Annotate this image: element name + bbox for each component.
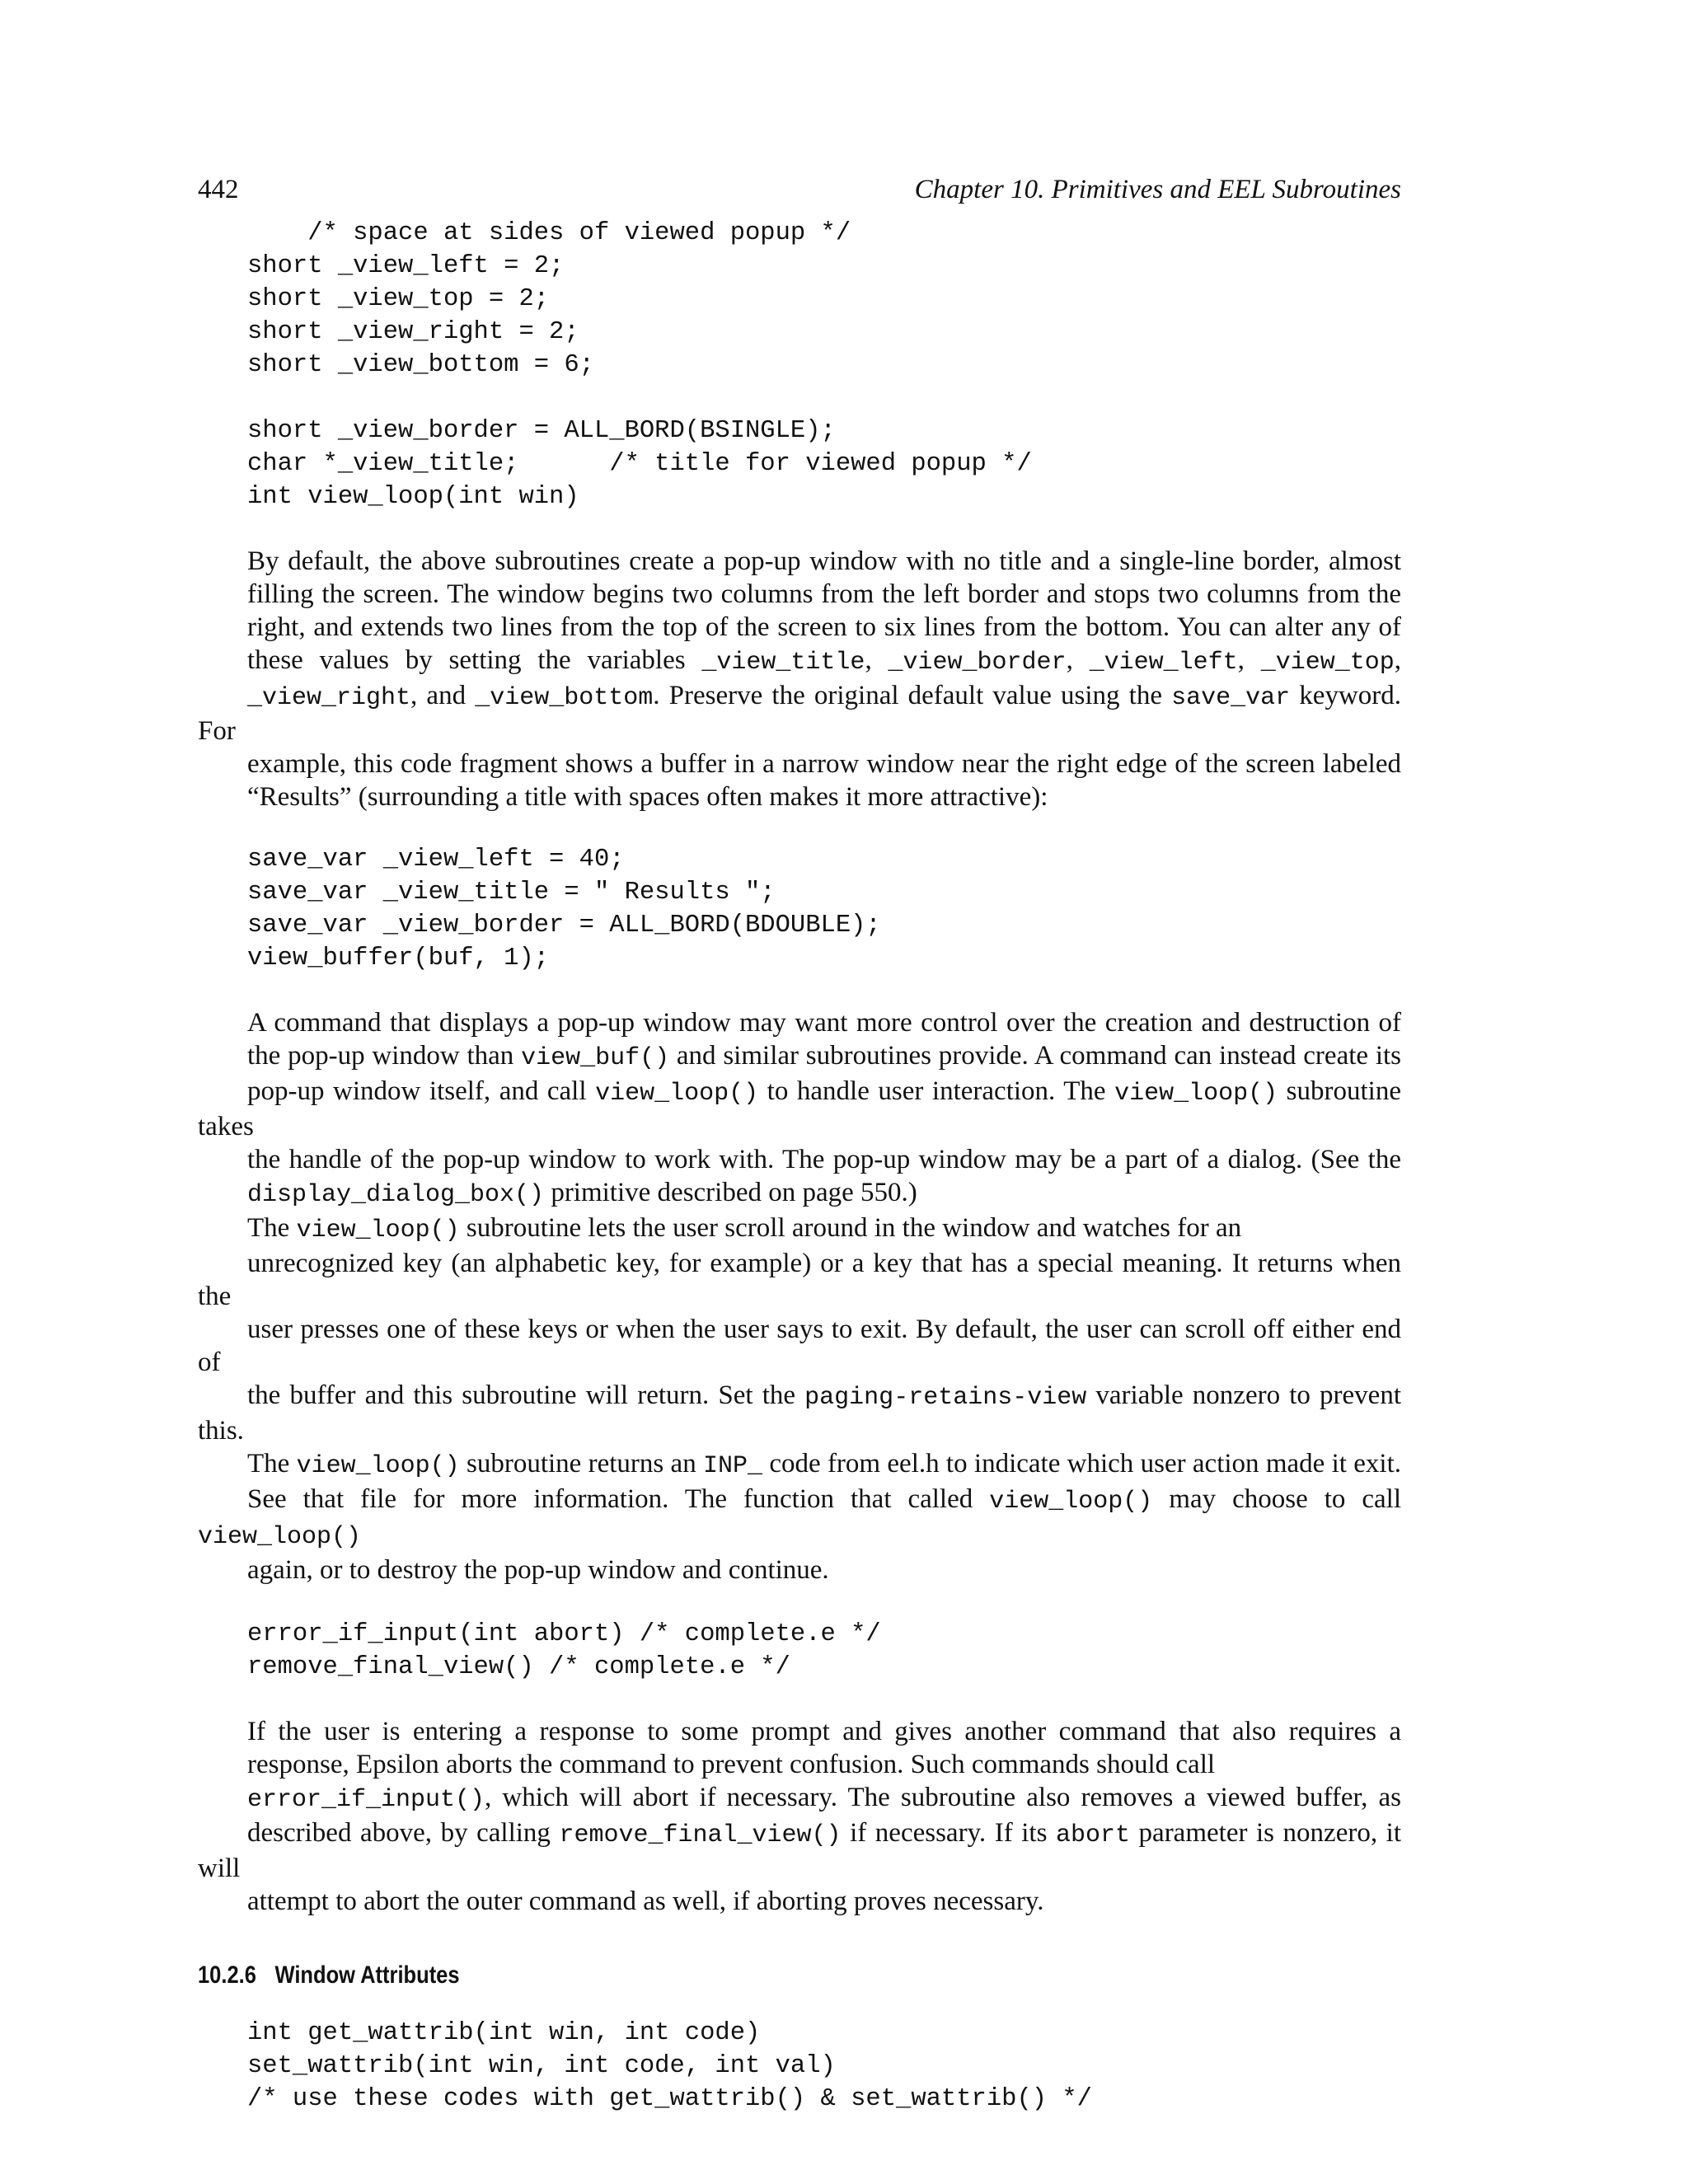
- line: _view_right, and _view_bottom. Preserve the original default value using the save_var keyword. For: [198, 681, 1402, 746]
- section-title: Window Attributes: [274, 1961, 460, 1989]
- page-header: [198, 169, 1401, 210]
- code-line: set_wattrib(int win, int code, int val): [247, 2052, 836, 2080]
- code-line: int view_loop(int win): [247, 483, 579, 511]
- line: A command that displays a pop-up window may want more control over the creation and destruction of: [247, 1008, 1401, 1038]
- line: described above, by calling remove_final_view() if necessary. If its abort parameter is nonzero, it will: [198, 1818, 1401, 1883]
- section-number: 10.2.6: [198, 1961, 256, 1989]
- line: user presses one of these keys or when the user says to exit. By default, the user can scroll off either end of: [198, 1315, 1401, 1377]
- line: If the user is entering a response to some prompt and gives another command that also requires a: [247, 1717, 1401, 1746]
- line: filling the screen. The window begins two columns from the left border and stops two columns from the: [247, 579, 1401, 609]
- code-line: short _view_right = 2;: [247, 318, 579, 346]
- line: the buffer and this subroutine will return. Set the paging-retains-view variable nonzero to prevent this.: [198, 1380, 1401, 1446]
- line: The view_loop() subroutine lets the user scroll around in the window and watches for an: [247, 1213, 1242, 1244]
- line: “Results” (surrounding a title with spaces often makes it more attractive):: [247, 782, 1048, 812]
- paragraph-error: [198, 1715, 1401, 1918]
- code-line: /* space at sides of viewed popup */: [247, 219, 851, 247]
- line: example, this code fragment shows a buffer in a narrow window near the right edge of the screen labeled: [247, 749, 1401, 779]
- line: unrecognized key (an alphabetic key, for example) or a key that has a special meaning. It returns when the: [198, 1249, 1401, 1311]
- line: right, and extends two lines from the top of the screen to six lines from the bottom. You can alter any of: [247, 612, 1401, 642]
- code-line: remove_final_view() /* complete.e */: [247, 1653, 790, 1681]
- line: the pop-up window than view_buf() and similar subroutines provide. A command can instead create its: [247, 1041, 1401, 1072]
- code-line: short _view_left = 2;: [247, 252, 565, 280]
- line: response, Epsilon aborts the command to prevent confusion. Such commands should call: [247, 1750, 1216, 1779]
- paragraph-defaults: [198, 545, 1401, 813]
- code-block-save-var: [198, 843, 1401, 975]
- code-line: save_var _view_title = " Results ";: [247, 879, 776, 907]
- code-line: char *_view_title; /* title for viewed popup */: [247, 450, 1032, 478]
- line: pop-up window itself, and call view_loop() to handle user interaction. The view_loop() subroutine takes: [198, 1076, 1401, 1141]
- code-line: view_buffer(buf, 1);: [247, 944, 550, 972]
- paragraph-command: [198, 1006, 1401, 1212]
- code-line: short _view_top = 2;: [247, 285, 550, 313]
- line: error_if_input(), which will abort if necessary. The subroutine also removes a viewed buffer, as: [247, 1783, 1401, 1814]
- line: See that file for more information. The function that called view_loop() may choose to call view_loop(): [198, 1484, 1401, 1551]
- line: these values by setting the variables _view_title, _view_border, _view_left, _view_top,: [247, 645, 1401, 677]
- code-line: short _view_border = ALL_BORD(BSINGLE);: [247, 417, 836, 445]
- code-line: error_if_input(int abort) /* complete.e */: [247, 1620, 881, 1648]
- line: the handle of the pop-up window to work with. The pop-up window may be a part of a dialog. (See the: [247, 1145, 1401, 1174]
- code-block-wattrib: [198, 2017, 1401, 2116]
- line: By default, the above subroutines create a pop-up window with no title and a single-line border, almost: [247, 546, 1401, 576]
- line: display_dialog_box() primitive described on page 550.): [247, 1178, 917, 1209]
- code-line: /* use these codes with get_wattrib() & set_wattrib() */: [247, 2085, 1092, 2113]
- running-title: Chapter 10. Primitives and EEL Subroutines: [914, 175, 1401, 204]
- code-block-view-vars: [198, 217, 1401, 513]
- section-heading: [198, 1959, 1221, 1992]
- page-number: 442: [198, 175, 239, 204]
- code-line: short _view_bottom = 6;: [247, 351, 594, 379]
- code-line: save_var _view_left = 40;: [247, 846, 625, 874]
- line: The view_loop() subroutine returns an INP_ code from eel.h to indicate which user action made it exit.: [247, 1449, 1401, 1480]
- line: again, or to destroy the pop-up window and continue.: [247, 1555, 829, 1585]
- code-line: save_var _view_border = ALL_BORD(BDOUBLE);: [247, 912, 881, 940]
- line: attempt to abort the outer command as well, if aborting proves necessary.: [247, 1886, 1044, 1916]
- paragraph-view-loop: [198, 1212, 1401, 1586]
- code-block-error-input: [198, 1618, 1401, 1684]
- code-line: int get_wattrib(int win, int code): [247, 2019, 761, 2047]
- document-page: [198, 169, 1401, 2116]
